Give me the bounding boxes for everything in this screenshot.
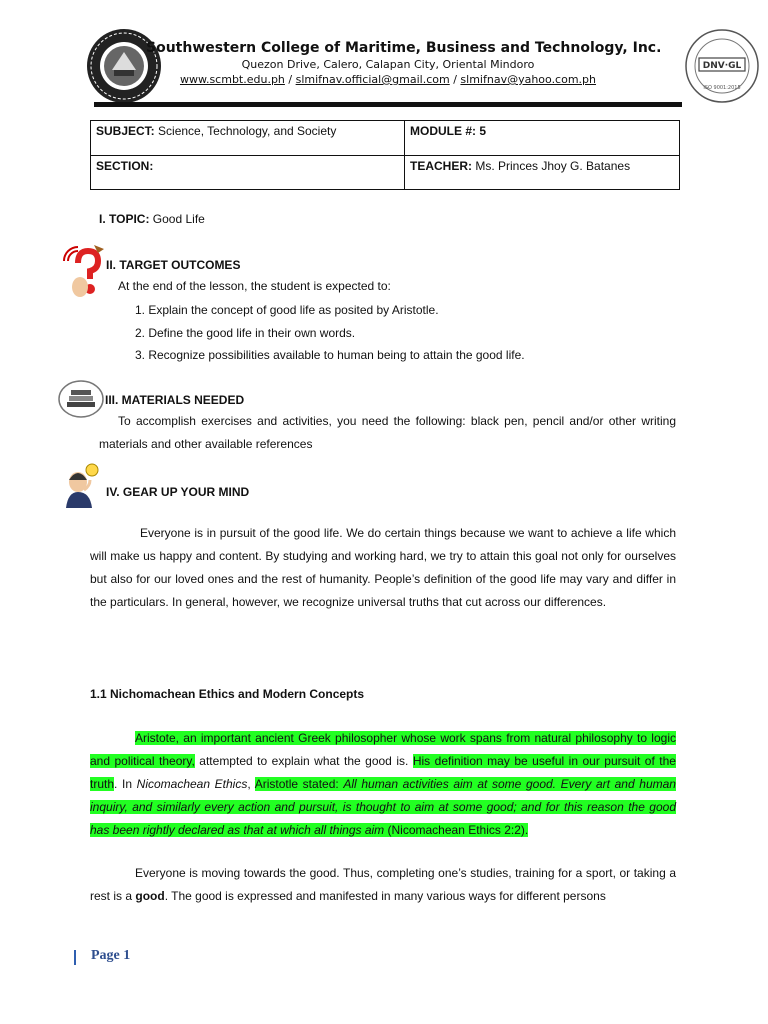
college-links bbox=[0, 73, 768, 86]
topic-value: Good Life bbox=[149, 212, 205, 226]
email-link-yahoo[interactable]: slmifnav@yahoo.com.ph bbox=[460, 73, 597, 86]
body-text: . In bbox=[114, 777, 137, 791]
gear-heading: IV. GEAR UP YOUR MIND bbox=[106, 485, 250, 499]
teacher-value: Ms. Princes Jhoy G. Batanes bbox=[472, 159, 631, 173]
subject-value: Science, Technology, and Society bbox=[154, 124, 337, 138]
page-bar bbox=[74, 950, 76, 965]
highlighted-text: Aristotle stated: bbox=[254, 777, 344, 791]
body-text: . The good is expressed and manifested in many various ways for different persons bbox=[164, 889, 606, 903]
link-separator: / bbox=[284, 73, 296, 86]
info-table bbox=[90, 120, 680, 190]
question-person-icon bbox=[60, 243, 108, 301]
thinking-man-icon bbox=[60, 462, 108, 508]
highlighted-text: Aristote, an important ancient Greek philosopher whose work spans from natural philosophy to logic and political theory, bbox=[90, 731, 676, 768]
college-address: Quezon Drive, Calero, Calapan City, Oriental Mindoro bbox=[241, 58, 535, 71]
section-cell bbox=[91, 156, 405, 190]
materials-heading: III. MATERIALS NEEDED bbox=[105, 393, 245, 407]
outcomes-heading: II. TARGET OUTCOMES bbox=[106, 258, 241, 272]
aristotle-paragraph bbox=[90, 727, 676, 842]
outcomes-intro: At the end of the lesson, the student is expected to: bbox=[118, 279, 391, 293]
section-label: SECTION: bbox=[96, 159, 154, 173]
subject-cell bbox=[91, 121, 405, 156]
topic bbox=[99, 212, 205, 226]
book-title: Nicomachean Ethics bbox=[136, 777, 248, 791]
module-label: MODULE #: 5 bbox=[410, 124, 487, 138]
cert-text: DNV·GL bbox=[702, 61, 742, 71]
books-icon bbox=[58, 380, 104, 418]
highlighted-citation: (Nicomachean Ethics 2:2). bbox=[384, 823, 529, 837]
cert-iso: ISO 9001:2015 bbox=[703, 85, 741, 91]
module-cell bbox=[405, 121, 680, 156]
page-number: Page 1 bbox=[91, 948, 131, 963]
highlighted-quote: All human activities aim at some good. Every art and human inquiry, and similarly every action and pursuit, is thought to aim at some good; and for this reason the good has been rightly declared as that at which all things aim bbox=[90, 777, 676, 837]
college-name: Southwestern College of Maritime, Business and Technology, Inc. bbox=[146, 40, 662, 56]
bold-word: good bbox=[135, 889, 165, 903]
materials-text: To accomplish exercises and activities, you need the following: black pen, pencil and/or other writing materials and other available references bbox=[99, 414, 676, 451]
highlighted-text: His definition may be useful in our pursuit of the truth bbox=[90, 754, 676, 791]
email-link-official[interactable]: slmifnav.official@gmail.com bbox=[295, 73, 450, 86]
teacher-label: TEACHER: bbox=[410, 159, 472, 173]
teacher-cell bbox=[405, 156, 680, 190]
outcome-item: 3. Recognize possibilities available to human being to attain the good life. bbox=[135, 348, 525, 362]
link-separator: / bbox=[449, 73, 461, 86]
outcome-item: 1. Explain the concept of good life as posited by Aristotle. bbox=[135, 303, 439, 317]
gear-paragraph: Everyone is in pursuit of the good life. We do certain things because we want to achieve a life which will make us happy and content. By studying and working hard, we try to attain this goal not only for ourselves but also for our loved ones and the rest of humanity. People’s definition of the good life may vary and differ in the particulars. In general, however, we recognize universal truths that cut across our differences. bbox=[90, 526, 676, 609]
topic-label: I. TOPIC: bbox=[99, 212, 150, 226]
section-heading: 1.1 Nichomachean Ethics and Modern Concepts bbox=[90, 687, 365, 701]
header-rule bbox=[94, 102, 682, 107]
body-text: attempted to explain what the good is. bbox=[194, 754, 413, 768]
outcome-item: 2. Define the good life in their own words. bbox=[135, 326, 356, 340]
good-paragraph bbox=[90, 862, 676, 908]
website-link[interactable]: www.scmbt.edu.ph bbox=[179, 73, 285, 86]
body-text: Everyone is moving towards the good. Thus, completing one’s studies, training for a sport, or taking a rest is a bbox=[90, 866, 676, 903]
subject-label: SUBJECT: bbox=[96, 124, 155, 138]
body-text: , bbox=[247, 777, 255, 791]
